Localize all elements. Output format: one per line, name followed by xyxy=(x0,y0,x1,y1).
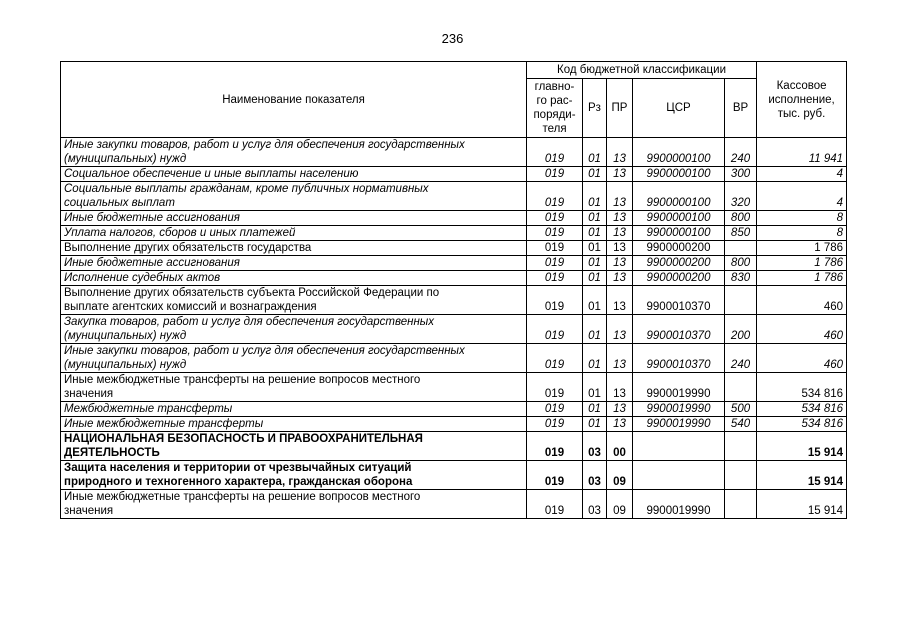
row-sum: 460 xyxy=(757,344,847,373)
row-sum: 1 786 xyxy=(757,271,847,286)
table-row xyxy=(61,226,847,241)
row-name-text: НАЦИОНАЛЬНАЯ БЕЗОПАСНОСТЬ И ПРАВООХРАНИТЕЛЬНАЯ ДЕЯТЕЛЬНОСТЬ xyxy=(64,433,423,459)
row-rz-code: 01 xyxy=(583,211,607,226)
row-name xyxy=(61,226,527,241)
row-name-text: Выполнение других обязательств государства xyxy=(64,242,312,254)
row-name xyxy=(61,256,527,271)
table-row xyxy=(61,315,847,344)
row-name-text: Межбюджетные трансферты xyxy=(64,403,233,415)
row-csr-code: 9900010370 xyxy=(633,286,725,315)
row-rz-code: 03 xyxy=(583,490,607,519)
row-pr-code: 00 xyxy=(607,432,633,461)
row-name xyxy=(61,286,527,315)
page-number: 236 xyxy=(441,31,464,46)
row-name xyxy=(61,182,527,211)
row-sum: 8 xyxy=(757,211,847,226)
row-vr-code: 240 xyxy=(725,138,757,167)
row-vr-code: 830 xyxy=(725,271,757,286)
row-pr-code: 13 xyxy=(607,271,633,286)
row-name xyxy=(61,402,527,417)
row-name xyxy=(61,167,527,182)
row-glav-code: 019 xyxy=(527,432,583,461)
row-rz-code: 01 xyxy=(583,138,607,167)
row-vr-code: 300 xyxy=(725,167,757,182)
header-row-1 xyxy=(61,62,847,79)
header-pr: ПР xyxy=(607,79,633,138)
row-sum: 15 914 xyxy=(757,432,847,461)
row-pr-code: 13 xyxy=(607,373,633,402)
row-name xyxy=(61,344,527,373)
row-sum: 534 816 xyxy=(757,402,847,417)
row-glav-code: 019 xyxy=(527,256,583,271)
row-pr-code: 13 xyxy=(607,417,633,432)
row-csr-code: 9900019990 xyxy=(633,373,725,402)
row-pr-code: 09 xyxy=(607,490,633,519)
row-csr-code: 9900000100 xyxy=(633,167,725,182)
row-csr-code: 9900010370 xyxy=(633,344,725,373)
header-csr: ЦСР xyxy=(633,79,725,138)
row-vr-code: 200 xyxy=(725,315,757,344)
row-csr-code: 9900010370 xyxy=(633,315,725,344)
row-vr-code: 800 xyxy=(725,256,757,271)
row-rz-code: 03 xyxy=(583,432,607,461)
row-vr-code xyxy=(725,490,757,519)
row-glav-code: 019 xyxy=(527,271,583,286)
row-pr-code: 13 xyxy=(607,211,633,226)
row-sum: 460 xyxy=(757,286,847,315)
row-pr-code: 13 xyxy=(607,138,633,167)
row-csr-code: 9900000200 xyxy=(633,271,725,286)
row-vr-code: 240 xyxy=(725,344,757,373)
row-sum: 534 816 xyxy=(757,373,847,402)
row-glav-code: 019 xyxy=(527,461,583,490)
row-csr-code: 9900000100 xyxy=(633,211,725,226)
row-vr-code: 800 xyxy=(725,211,757,226)
header-code-group: Код бюджетной классификации xyxy=(527,62,757,79)
row-sum: 1 786 xyxy=(757,256,847,271)
row-sum: 4 xyxy=(757,167,847,182)
row-csr-code: 9900019990 xyxy=(633,402,725,417)
row-pr-code: 13 xyxy=(607,241,633,256)
table-row xyxy=(61,490,847,519)
row-pr-code: 13 xyxy=(607,315,633,344)
row-csr-code: 9900000100 xyxy=(633,226,725,241)
row-rz-code: 01 xyxy=(583,344,607,373)
row-vr-code xyxy=(725,373,757,402)
row-pr-code: 13 xyxy=(607,286,633,315)
row-name xyxy=(61,417,527,432)
row-vr-code xyxy=(725,241,757,256)
row-name xyxy=(61,271,527,286)
row-pr-code: 13 xyxy=(607,167,633,182)
row-name xyxy=(61,461,527,490)
row-name-text: Защита населения и территории от чрезвычайных ситуаций природного и техногенного характера, гражданская оборона xyxy=(64,462,413,488)
row-name-text: Уплата налогов, сборов и иных платежей xyxy=(64,227,296,239)
table-row xyxy=(61,271,847,286)
row-name xyxy=(61,432,527,461)
row-glav-code: 019 xyxy=(527,167,583,182)
row-vr-code: 320 xyxy=(725,182,757,211)
row-csr-code: 9900000200 xyxy=(633,256,725,271)
row-name xyxy=(61,315,527,344)
row-rz-code: 01 xyxy=(583,226,607,241)
row-glav-code: 019 xyxy=(527,373,583,402)
row-pr-code: 13 xyxy=(607,344,633,373)
row-glav-code: 019 xyxy=(527,344,583,373)
table-row xyxy=(61,402,847,417)
row-name-text: Социальное обеспечение и иные выплаты населению xyxy=(64,168,359,180)
row-csr-code: 9900000100 xyxy=(633,138,725,167)
row-name-text: Иные межбюджетные трансферты на решение вопросов местного значения xyxy=(64,491,421,517)
row-rz-code: 01 xyxy=(583,402,607,417)
table-row xyxy=(61,182,847,211)
row-pr-code: 09 xyxy=(607,461,633,490)
table-body xyxy=(61,138,847,519)
row-glav-code: 019 xyxy=(527,182,583,211)
table-row xyxy=(61,286,847,315)
row-name-text: Иные закупки товаров, работ и услуг для обеспечения государственных (муниципальных) нужд xyxy=(64,139,465,165)
table-row xyxy=(61,432,847,461)
row-glav-code: 019 xyxy=(527,490,583,519)
row-rz-code: 03 xyxy=(583,461,607,490)
row-vr-code: 500 xyxy=(725,402,757,417)
row-glav-code: 019 xyxy=(527,402,583,417)
row-pr-code: 13 xyxy=(607,182,633,211)
table-row xyxy=(61,167,847,182)
row-glav-code: 019 xyxy=(527,315,583,344)
row-rz-code: 01 xyxy=(583,167,607,182)
row-pr-code: 13 xyxy=(607,226,633,241)
table-row xyxy=(61,461,847,490)
row-name xyxy=(61,138,527,167)
budget-table xyxy=(60,61,847,519)
table-row xyxy=(61,241,847,256)
row-csr-code: 9900019990 xyxy=(633,417,725,432)
row-rz-code: 01 xyxy=(583,182,607,211)
row-rz-code: 01 xyxy=(583,373,607,402)
row-csr-code: 9900019990 xyxy=(633,490,725,519)
row-sum: 534 816 xyxy=(757,417,847,432)
row-sum: 460 xyxy=(757,315,847,344)
header-glav: главно- го рас- поряди- теля xyxy=(527,79,583,138)
row-sum: 8 xyxy=(757,226,847,241)
row-pr-code: 13 xyxy=(607,402,633,417)
table-row xyxy=(61,211,847,226)
row-rz-code: 01 xyxy=(583,417,607,432)
row-sum: 11 941 xyxy=(757,138,847,167)
header-sum: Кассовое исполнение, тыс. руб. xyxy=(757,62,847,138)
row-name-text: Закупка товаров, работ и услуг для обеспечения государственных (муниципальных) нужд xyxy=(64,316,435,342)
row-csr-code: 9900000200 xyxy=(633,241,725,256)
row-vr-code xyxy=(725,286,757,315)
row-rz-code: 01 xyxy=(583,241,607,256)
table-row xyxy=(61,344,847,373)
row-name xyxy=(61,211,527,226)
row-vr-code xyxy=(725,461,757,490)
row-name-text: Иные бюджетные ассигнования xyxy=(64,212,240,224)
row-csr-code xyxy=(633,432,725,461)
row-name xyxy=(61,490,527,519)
row-rz-code: 01 xyxy=(583,315,607,344)
row-name xyxy=(61,373,527,402)
table-row xyxy=(61,373,847,402)
header-vr: ВР xyxy=(725,79,757,138)
row-sum: 15 914 xyxy=(757,490,847,519)
header-rz: Рз xyxy=(583,79,607,138)
row-glav-code: 019 xyxy=(527,211,583,226)
row-vr-code: 850 xyxy=(725,226,757,241)
row-vr-code xyxy=(725,432,757,461)
row-glav-code: 019 xyxy=(527,417,583,432)
row-name-text: Иные бюджетные ассигнования xyxy=(64,257,240,269)
table-row xyxy=(61,138,847,167)
row-sum: 15 914 xyxy=(757,461,847,490)
table-row xyxy=(61,417,847,432)
row-csr-code xyxy=(633,461,725,490)
row-rz-code: 01 xyxy=(583,271,607,286)
row-name-text: Выполнение других обязательств субъекта Российской Федерации по выплате агентских комиссий и вознаграждения xyxy=(64,287,440,313)
row-name xyxy=(61,241,527,256)
row-name-text: Исполнение судебных актов xyxy=(64,272,221,284)
row-name-text: Иные межбюджетные трансферты xyxy=(64,418,264,430)
row-vr-code: 540 xyxy=(725,417,757,432)
row-pr-code: 13 xyxy=(607,256,633,271)
row-name-text: Иные межбюджетные трансферты на решение вопросов местного значения xyxy=(64,374,421,400)
row-rz-code: 01 xyxy=(583,256,607,271)
row-name-text: Социальные выплаты гражданам, кроме публичных нормативных социальных выплат xyxy=(64,183,429,209)
row-glav-code: 019 xyxy=(527,286,583,315)
row-glav-code: 019 xyxy=(527,138,583,167)
row-sum: 4 xyxy=(757,182,847,211)
row-glav-code: 019 xyxy=(527,241,583,256)
header-name: Наименование показателя xyxy=(61,62,527,138)
row-name-text: Иные закупки товаров, работ и услуг для обеспечения государственных (муниципальных) нужд xyxy=(64,345,465,371)
table-row xyxy=(61,256,847,271)
row-sum: 1 786 xyxy=(757,241,847,256)
row-glav-code: 019 xyxy=(527,226,583,241)
row-csr-code: 9900000100 xyxy=(633,182,725,211)
row-rz-code: 01 xyxy=(583,286,607,315)
